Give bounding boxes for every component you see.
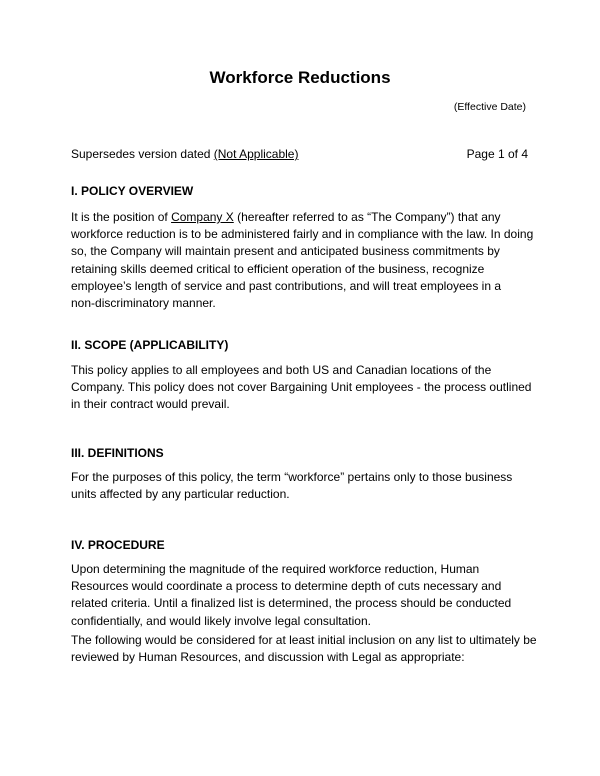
page-indicator: Page 1 of 4: [466, 147, 528, 161]
section-body-procedure-continued: [71, 632, 541, 666]
effective-date: (Effective Date): [453, 101, 526, 113]
paragraph-line: in their contract would prevail.: [71, 397, 230, 412]
paragraph-line: employee’s length of service and past contributions, and will treat employees in a: [71, 278, 502, 293]
paragraph-line: [71, 209, 541, 226]
section-body-scope: [71, 362, 541, 414]
paragraph-line: reviewed by Human Resources, and discussion with Legal as appropriate:: [71, 650, 465, 665]
section-body-policy-overview: [71, 209, 541, 312]
section-heading-definitions: III. DEFINITIONS: [71, 446, 164, 460]
paragraph-line: retaining skills deemed critical to efficient operation of the business, recognize: [71, 261, 485, 276]
section-heading-scope: II. SCOPE (APPLICABILITY): [71, 338, 229, 352]
section-body-procedure: [71, 561, 541, 630]
paragraph-line: non-discriminatory manner.: [71, 296, 216, 311]
paragraph-line: This policy applies to all employees and both US and Canadian locations of the: [71, 363, 492, 377]
paragraph-line: related criteria. Until a finalized list is determined, the process should be conducted: [71, 596, 512, 611]
section-heading-policy-overview: I. POLICY OVERVIEW: [71, 184, 194, 198]
paragraph-line: confidentially, and would likely involve legal consultation.: [71, 613, 371, 628]
section-heading-procedure: IV. PROCEDURE: [71, 538, 165, 552]
paragraph-line: workforce reduction is to be administered fairly and in compliance with the law. In doing: [71, 227, 534, 242]
paragraph-line: units affected by any particular reduction.: [71, 487, 290, 502]
supersedes-label: Supersedes version dated: [71, 147, 214, 161]
intro-suffix: (hereafter referred to as “The Company”) that any: [233, 210, 501, 224]
supersedes-line: [71, 146, 298, 162]
paragraph-line: Upon determining the magnitude of the required workforce reduction, Human: [71, 562, 480, 576]
paragraph-line: For the purposes of this policy, the term “workforce” pertains only to those business: [71, 470, 513, 484]
document-title: Workforce Reductions: [209, 68, 391, 87]
company-name: Company X: [171, 210, 234, 224]
supersedes-value: (Not Applicable): [213, 147, 299, 161]
paragraph-line: so, the Company will maintain present and anticipated business commitments by: [71, 244, 500, 259]
paragraph-line: Resources would coordinate a process to determine depth of cuts necessary and: [71, 579, 502, 594]
section-body-definitions: [71, 469, 541, 503]
paragraph-line: Company. This policy does not cover Bargaining Unit employees - the process outlined: [71, 380, 532, 395]
paragraph-line: The following would be considered for at least initial inclusion on any list to ultimately be: [71, 633, 537, 647]
intro-prefix: It is the position of: [71, 210, 172, 224]
